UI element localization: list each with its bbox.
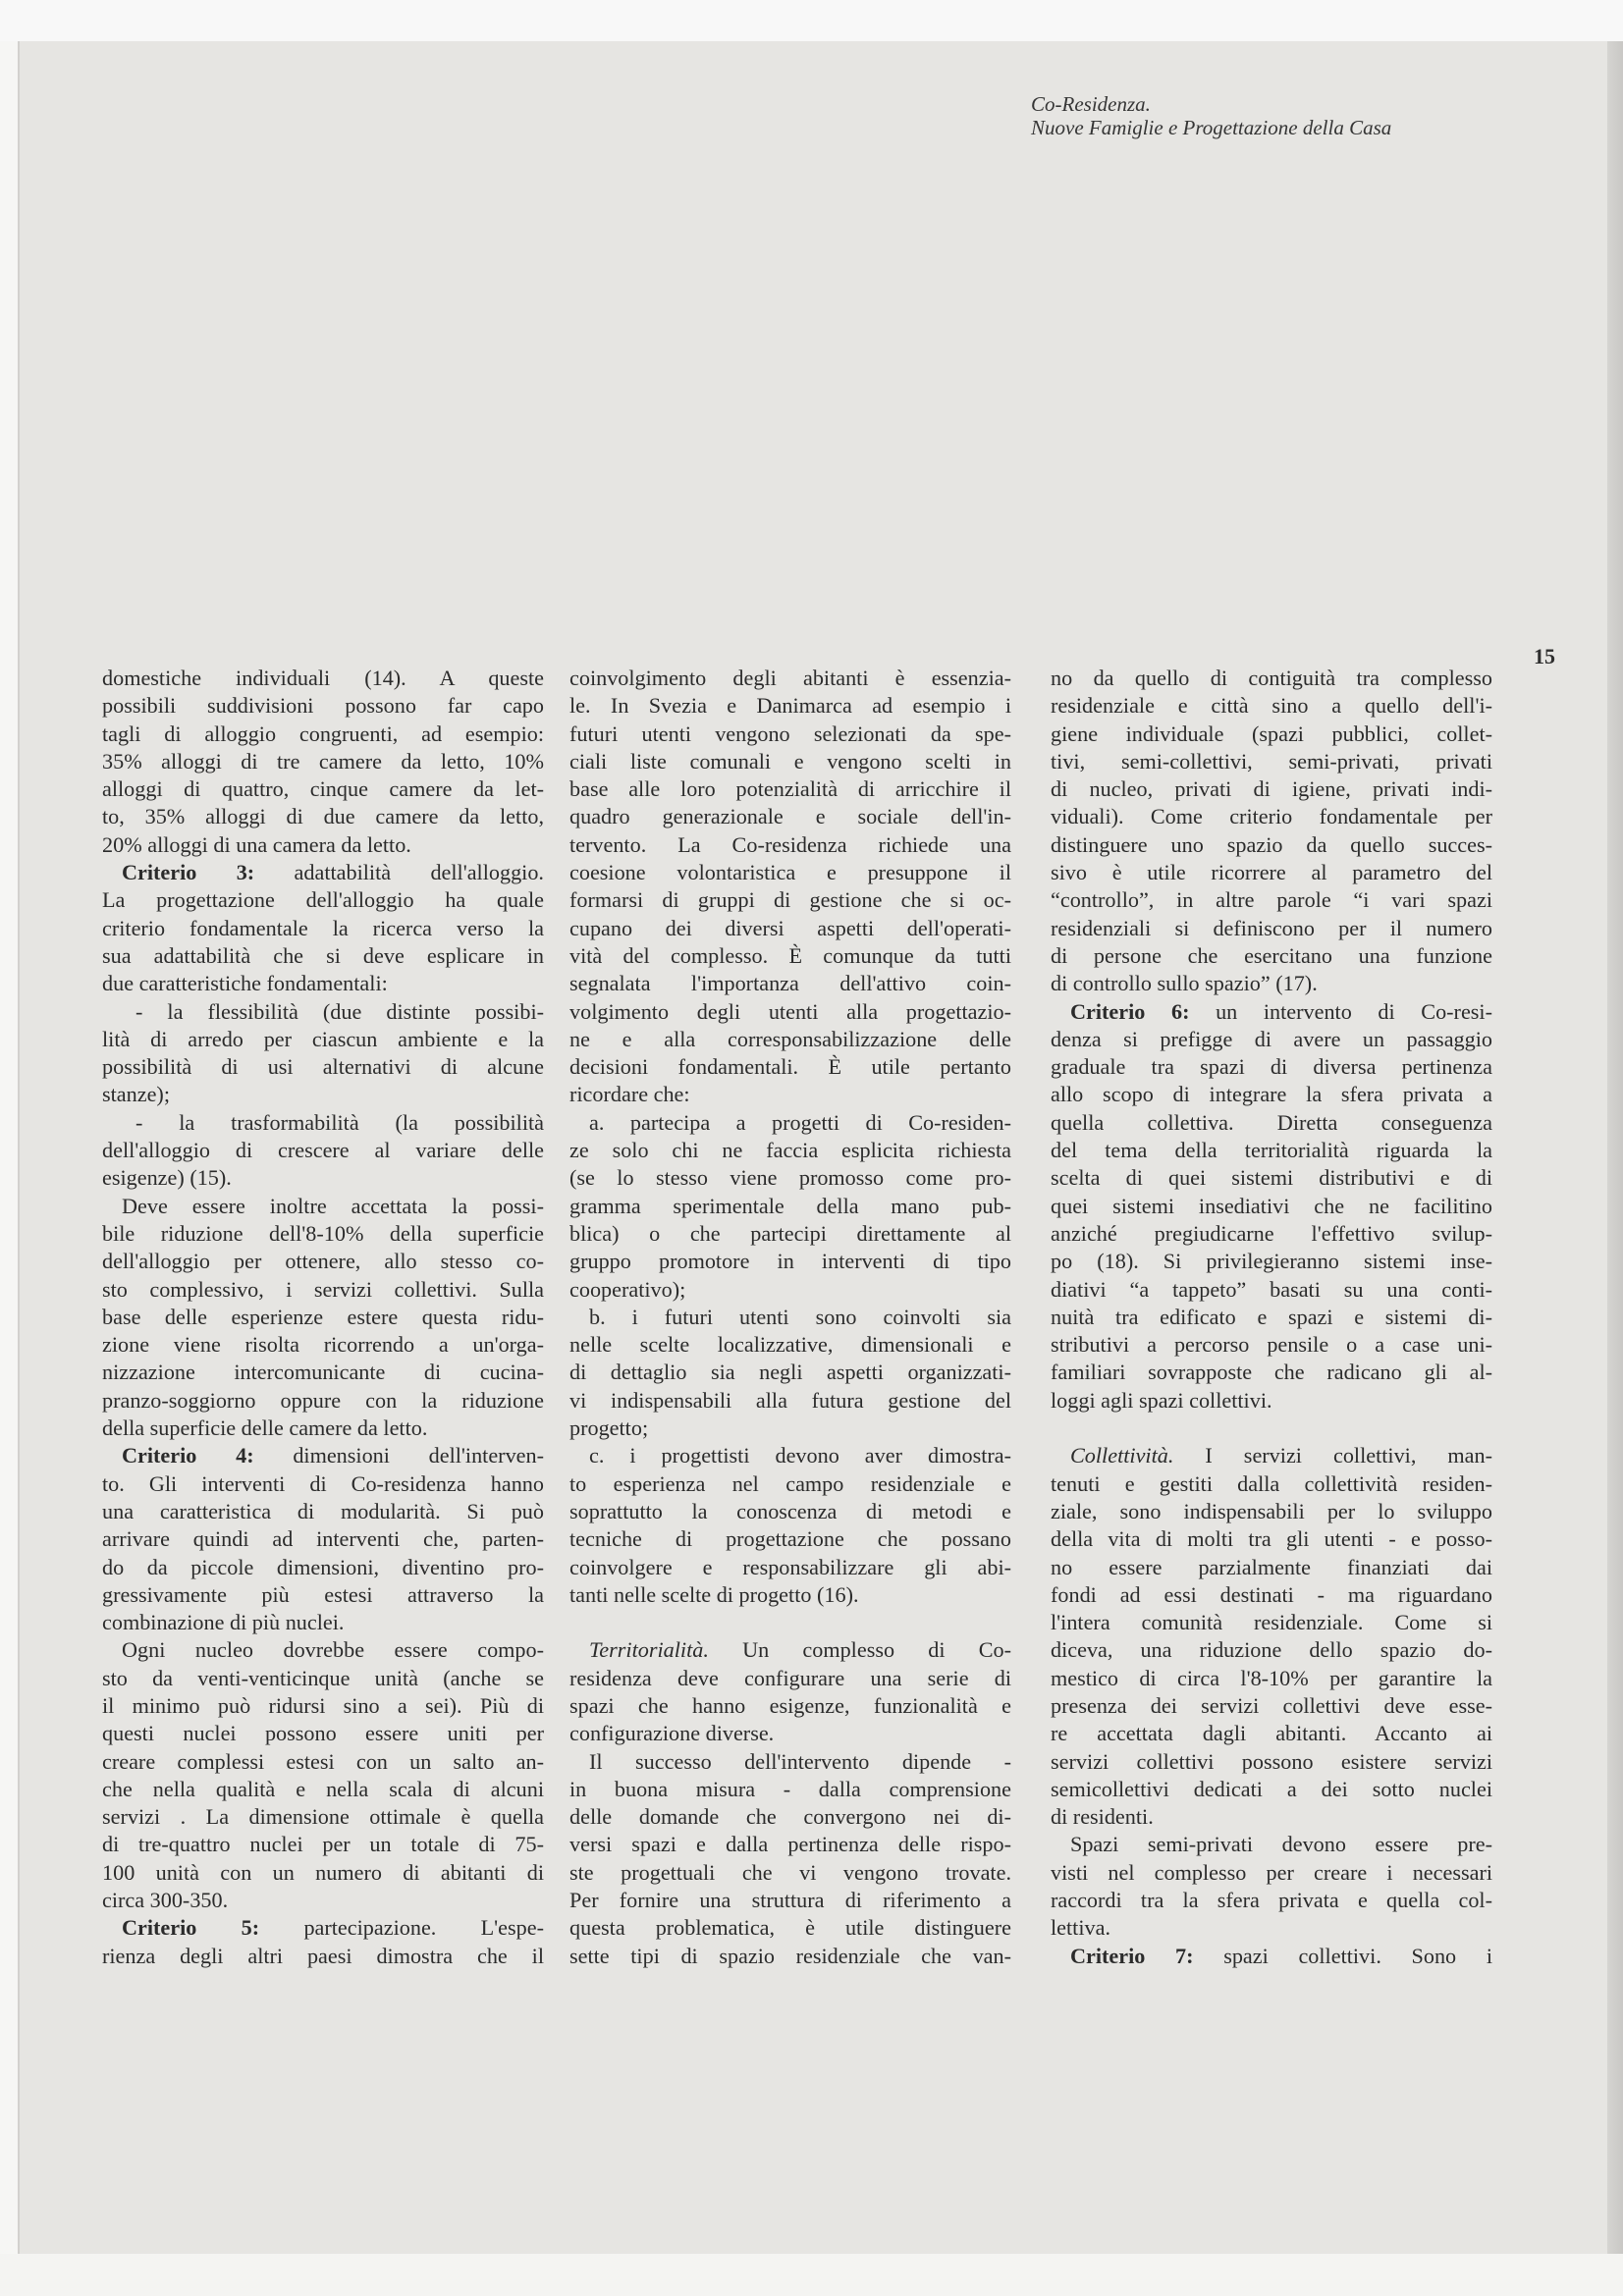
- line-text: blica) o che partecipi direttamente al: [569, 1220, 1011, 1246]
- line-text: lettiva.: [1051, 1915, 1110, 1941]
- line-text: 20% alloggi di una camera da letto.: [102, 831, 411, 857]
- text-line: [1051, 748, 1492, 775]
- text-line: [569, 665, 1011, 692]
- line-text: di controllo sullo spazio” (17).: [1051, 971, 1318, 996]
- line-text: del tema della territorialità riguarda la: [1051, 1138, 1492, 1163]
- text-line: [102, 1720, 544, 1747]
- line-text: gruppo promotore in interventi di tipo: [569, 1249, 1011, 1274]
- text-line: [1051, 1164, 1492, 1192]
- text-line: [569, 1248, 1011, 1275]
- text-line: [1051, 1137, 1492, 1164]
- criterion-label: Criterio 7:: [1070, 1943, 1194, 1968]
- text-line: [569, 831, 1011, 859]
- line-text: di nucleo, privati di igiene, privati indi-: [1051, 776, 1492, 802]
- line-text: vi indispensabili alla futura gestione del: [569, 1387, 1011, 1413]
- line-text: c. i progettisti devono aver dimostra-: [589, 1443, 1011, 1468]
- text-line: [569, 1220, 1011, 1248]
- text-line: [102, 1220, 544, 1248]
- line-text: progetto;: [569, 1415, 649, 1441]
- text-line: [1051, 1081, 1492, 1108]
- text-line: [569, 748, 1011, 775]
- text-line: [1051, 1248, 1492, 1275]
- text-line: [1051, 886, 1492, 914]
- text-line: [102, 1859, 544, 1887]
- line-text: Spazi semi-privati devono essere pre-: [1070, 1832, 1492, 1857]
- text-line: [1051, 1498, 1492, 1525]
- text-line: [569, 886, 1011, 914]
- text-line: [1051, 692, 1492, 720]
- line-text: coesione volontaristica e presuppone il: [569, 860, 1011, 885]
- text-line: [1051, 1887, 1492, 1914]
- line-text: ciali liste comunali e vengono scelti in: [569, 748, 1011, 774]
- text-line: [102, 803, 544, 830]
- line-text: segnalata l'importanza dell'attivo coin-: [569, 971, 1011, 996]
- text-line: [1051, 1359, 1492, 1386]
- criterion-label: Criterio 5:: [122, 1915, 260, 1941]
- text-line: [569, 1026, 1011, 1053]
- line-text: combinazione di più nuclei.: [102, 1610, 345, 1635]
- text-line: [569, 803, 1011, 830]
- line-text: nelle scelte localizzative, dimensionali e: [569, 1332, 1011, 1358]
- line-text: presenza dei servizi collettivi deve esse-: [1051, 1692, 1492, 1718]
- text-line: [569, 1525, 1011, 1553]
- text-line: [569, 1415, 1011, 1442]
- text-line: [102, 1331, 544, 1359]
- line-text: due caratteristiche fondamentali:: [102, 971, 388, 996]
- text-line: [1051, 1665, 1492, 1692]
- text-line: [569, 1554, 1011, 1581]
- line-text: di persone che esercitano una funzione: [1051, 942, 1492, 968]
- text-line: [569, 1803, 1011, 1831]
- section-label: Collettività.: [1070, 1443, 1174, 1468]
- line-text: ne e alla corresponsabilizzazione delle: [569, 1026, 1011, 1051]
- line-text: Deve essere inoltre accettata la possi-: [122, 1193, 544, 1218]
- line-text: tagli di alloggio congruenti, ad esempio:: [102, 721, 544, 746]
- line-text: creare complessi estesi con un salto an-: [102, 1748, 544, 1774]
- line-text: il minimo può ridursi sino a sei). Più di: [102, 1692, 544, 1718]
- line-text: Per fornire una struttura di riferimento a: [569, 1888, 1011, 1913]
- line-text: l'intera comunità residenziale. Come si: [1051, 1610, 1492, 1635]
- line-text: sette tipi di spazio residenziale che van-: [569, 1943, 1011, 1968]
- line-text: delle domande che convergono nei di-: [569, 1804, 1011, 1830]
- text-line: [569, 970, 1011, 997]
- line-text: to esperienza nel campo residenziale e: [569, 1470, 1011, 1496]
- text-line: [1051, 1387, 1492, 1415]
- line-text: ziale, sono indispensabili per lo sviluppo: [1051, 1498, 1492, 1523]
- text-line: [1051, 1470, 1492, 1498]
- line-text: mestico di circa l'8-10% per garantire la: [1051, 1665, 1492, 1690]
- line-text: arrivare quindi ad interventi che, parten-: [102, 1526, 544, 1552]
- line-text: Ogni nucleo dovrebbe essere compo-: [122, 1637, 544, 1663]
- text-line: [569, 915, 1011, 942]
- text-line: [569, 1331, 1011, 1359]
- line-text: un intervento di Co-resi-: [1189, 998, 1492, 1024]
- text-line: [1051, 1220, 1492, 1248]
- line-text: cooperativo);: [569, 1276, 686, 1302]
- line-text: to. Gli interventi di Co-residenza hanno: [102, 1470, 544, 1496]
- text-line: [1051, 1859, 1492, 1887]
- text-line: [102, 1387, 544, 1415]
- criterion-label: Criterio 6:: [1070, 998, 1190, 1024]
- page-edge-shadow: [1607, 41, 1623, 2254]
- line-text: La progettazione dell'alloggio ha quale: [102, 887, 544, 913]
- line-text: gressivamente più estesi attraverso la: [102, 1581, 544, 1607]
- line-text: do da piccole dimensioni, diventino pro-: [102, 1554, 544, 1579]
- text-line: [102, 1081, 544, 1108]
- line-text: bile riduzione dell'8-10% della superficie: [102, 1220, 544, 1246]
- line-text: residenziale e città sino a quello dell'i-: [1051, 693, 1492, 719]
- text-line: [102, 1943, 544, 1970]
- text-line: [102, 1442, 544, 1469]
- line-text: vità del complesso. È comunque da tutti: [569, 942, 1011, 968]
- line-text: base delle esperienze estere questa ridu-: [102, 1304, 544, 1329]
- line-text: quadro generazionale e sociale dell'in-: [569, 804, 1011, 829]
- line-text: sua adattabilità che si deve esplicare in: [102, 942, 544, 968]
- line-text: circa 300-350.: [102, 1888, 229, 1913]
- line-text: 100 unità con un numero di abitanti di: [102, 1859, 544, 1885]
- text-line: [102, 1831, 544, 1858]
- line-text: giene individuale (spazi pubblici, collet-: [1051, 721, 1492, 746]
- text-line: [102, 886, 544, 914]
- line-text: decisioni fondamentali. È utile pertanto: [569, 1054, 1011, 1080]
- text-line: [102, 1609, 544, 1636]
- line-text: di tre-quattro nuclei per un totale di 75-: [102, 1832, 544, 1857]
- line-text: 35% alloggi di tre camere da letto, 10%: [102, 748, 544, 774]
- text-line: [102, 1554, 544, 1581]
- line-text: tenuti e gestiti dalla collettività residen-: [1051, 1470, 1492, 1496]
- line-text: quella collettiva. Diretta conseguenza: [1051, 1109, 1492, 1135]
- text-line: [569, 1914, 1011, 1942]
- line-text: base alle loro potenzialità di arricchire il: [569, 776, 1011, 802]
- text-line: [102, 1359, 544, 1386]
- text-line: [569, 1887, 1011, 1914]
- line-text: criterio fondamentale la ricerca verso la: [102, 915, 544, 940]
- text-line: [1051, 1442, 1492, 1469]
- line-text: diceva, una riduzione dello spazio do-: [1051, 1637, 1492, 1663]
- text-line: [102, 1692, 544, 1720]
- line-text: quei sistemi insediativi che ne facilitino: [1051, 1193, 1492, 1218]
- line-text: volgimento degli utenti alla progettazio-: [569, 998, 1011, 1024]
- page-number: 15: [1534, 644, 1555, 668]
- text-line: [102, 1026, 544, 1053]
- line-text: coinvolgere e responsabilizzare gli abi-: [569, 1554, 1011, 1579]
- text-line: [102, 775, 544, 803]
- line-text: possibilità di usi alternativi di alcune: [102, 1054, 544, 1080]
- line-text: lità di arredo per ciascun ambiente e la: [102, 1026, 544, 1051]
- line-text: dimensioni dell'interven-: [253, 1443, 544, 1468]
- text-line: [102, 1470, 544, 1498]
- line-text: configurazione diverse.: [569, 1721, 775, 1746]
- text-line: [1051, 1581, 1492, 1609]
- text-line: [1051, 1053, 1492, 1081]
- text-line: [102, 1581, 544, 1609]
- line-text: possibili suddivisioni possono far capo: [102, 693, 544, 719]
- text-line: [569, 1359, 1011, 1386]
- line-text: re accettata dagli abitanti. Accanto ai: [1051, 1721, 1492, 1746]
- text-line: [1051, 942, 1492, 970]
- line-text: pranzo-soggiorno oppure con la riduzione: [102, 1387, 544, 1413]
- text-column-2: [569, 665, 1011, 1970]
- text-line: [102, 1304, 544, 1331]
- text-line: [569, 1276, 1011, 1304]
- line-text: spazi che hanno esigenze, funzionalità e: [569, 1692, 1011, 1718]
- line-text: dell'alloggio di crescere al variare delle: [102, 1138, 544, 1163]
- line-text: ricordare che:: [569, 1082, 690, 1107]
- text-line: [102, 1248, 544, 1275]
- text-line: [569, 1776, 1011, 1803]
- text-line: [1051, 859, 1492, 886]
- text-line: [102, 915, 544, 942]
- text-line: [1051, 998, 1492, 1026]
- text-line: [102, 1525, 544, 1553]
- text-line: [569, 1387, 1011, 1415]
- line-text: gramma sperimentale della mano pub-: [569, 1193, 1011, 1218]
- line-text: partecipazione. L'espe-: [259, 1915, 544, 1941]
- criterion-label: Criterio 4:: [122, 1443, 254, 1468]
- line-text: servizi . La dimensione ottimale è quella: [102, 1804, 544, 1830]
- text-line: [1051, 1609, 1492, 1636]
- line-text: denza si prefigge di avere un passaggio: [1051, 1026, 1492, 1051]
- text-line: [102, 998, 544, 1026]
- text-line: [1051, 775, 1492, 803]
- line-text: Un complesso di Co-: [708, 1637, 1011, 1663]
- line-text: stributivi a percorso pensile o a case uni-: [1051, 1332, 1492, 1358]
- line-text: in buona misura - dalla comprensione: [569, 1776, 1011, 1801]
- text-line: [569, 859, 1011, 886]
- running-header: [1031, 92, 1522, 139]
- line-text: nuità tra edificato e spazi e sistemi di-: [1051, 1304, 1492, 1329]
- text-line: [1051, 1720, 1492, 1747]
- text-line: [1051, 1304, 1492, 1331]
- text-line: [1051, 1554, 1492, 1581]
- text-line: [102, 859, 544, 886]
- text-line: [569, 998, 1011, 1026]
- line-text: sto da venti-venticinque unità (anche se: [102, 1665, 544, 1690]
- line-text: cupano dei diversi aspetti dell'operati-: [569, 915, 1011, 940]
- line-text: residenza deve configurare una serie di: [569, 1665, 1011, 1690]
- text-line: [569, 1109, 1011, 1137]
- line-text: no essere parzialmente finanziati dai: [1051, 1554, 1492, 1579]
- text-line: [569, 1442, 1011, 1469]
- line-text: fondi ad essi destinati - ma riguardano: [1051, 1581, 1492, 1607]
- text-line: [102, 1887, 544, 1914]
- text-line: [569, 1498, 1011, 1525]
- line-text: allo scopo di integrare la sfera privata a: [1051, 1082, 1492, 1107]
- line-text: - la trasformabilità (la possibilità: [135, 1109, 544, 1135]
- line-text: servizi collettivi possono esistere servizi: [1051, 1748, 1492, 1774]
- text-line: [569, 1581, 1011, 1609]
- text-line: [569, 775, 1011, 803]
- text-line: [102, 970, 544, 997]
- text-line: [102, 1914, 544, 1942]
- text-line: [102, 1276, 544, 1304]
- line-text: formarsi di gruppi di gestione che si oc-: [569, 887, 1011, 913]
- text-line: [1051, 1331, 1492, 1359]
- text-line: [569, 1304, 1011, 1331]
- text-line: [1051, 1026, 1492, 1053]
- text-line: [102, 692, 544, 720]
- line-text: (se lo stesso viene promosso come pro-: [569, 1165, 1011, 1191]
- line-text: graduale tra spazi di diversa pertinenza: [1051, 1054, 1492, 1080]
- text-line: [102, 665, 544, 692]
- line-text: stanze);: [102, 1082, 170, 1107]
- text-line: [569, 1470, 1011, 1498]
- line-text: adattabilità dell'alloggio.: [254, 860, 544, 885]
- line-text: viduali). Come criterio fondamentale per: [1051, 804, 1492, 829]
- header-title: Co-Residenza.: [1031, 92, 1151, 116]
- line-text: ste progettuali che vi vengono trovate.: [569, 1859, 1011, 1885]
- text-line: [102, 1193, 544, 1220]
- line-text: diativi “a tappeto” basati su una conti-: [1051, 1276, 1492, 1302]
- background-top: [0, 0, 1623, 41]
- line-text: familiari sovrapposte che radicano gli al-: [1051, 1360, 1492, 1385]
- text-line: [1051, 1109, 1492, 1137]
- text-line: [102, 1109, 544, 1137]
- text-line: [1051, 1692, 1492, 1720]
- text-line: [102, 1137, 544, 1164]
- text-line: [102, 1636, 544, 1664]
- line-text: sto complessivo, i servizi collettivi. Sulla: [102, 1276, 544, 1302]
- line-text: semicollettivi dedicati a dei sotto nuclei: [1051, 1776, 1492, 1801]
- line-text: raccordi tra la sfera privata e quella col-: [1051, 1888, 1492, 1913]
- text-line: [569, 1164, 1011, 1192]
- line-text: futuri utenti vengono selezionati da spe-: [569, 721, 1011, 746]
- line-text: esigenze) (15).: [102, 1165, 232, 1191]
- text-line: [1051, 1193, 1492, 1220]
- text-line: [102, 748, 544, 775]
- line-text: Il successo dell'intervento dipende -: [589, 1748, 1011, 1774]
- text-line: [569, 1193, 1011, 1220]
- line-text: alloggi di quattro, cinque camere da let-: [102, 776, 544, 802]
- text-line: [102, 1803, 544, 1831]
- line-text: scelta di quei sistemi distributivi e di: [1051, 1165, 1492, 1191]
- text-column-1: [102, 665, 544, 1970]
- line-text: rienza degli altri paesi dimostra che il: [102, 1943, 544, 1968]
- line-text: tecniche di progettazione che possano: [569, 1526, 1011, 1552]
- text-line: [102, 1498, 544, 1525]
- line-text: coinvolgimento degli abitanti è essenzia-: [569, 666, 1011, 690]
- line-text: no da quello di contiguità tra complesso: [1051, 666, 1492, 690]
- line-text: distinguere uno spazio da quello succes-: [1051, 831, 1492, 857]
- line-text: questa problematica, è utile distinguere: [569, 1915, 1011, 1941]
- line-text: tervento. La Co-residenza richiede una: [569, 831, 1011, 857]
- line-text: ze solo chi ne faccia esplicita richiesta: [569, 1138, 1011, 1163]
- text-line: [102, 1053, 544, 1081]
- text-line: [1051, 970, 1492, 997]
- text-line: [569, 1081, 1011, 1108]
- text-line: [102, 942, 544, 970]
- text-line: [1051, 1276, 1492, 1304]
- text-line: [1051, 1831, 1492, 1858]
- text-line: [569, 1720, 1011, 1747]
- line-text: dell'alloggio per ottenere, allo stesso co-: [102, 1249, 544, 1274]
- text-line: [102, 1748, 544, 1776]
- text-line: [1051, 1776, 1492, 1803]
- text-line: [1051, 1914, 1492, 1942]
- text-line: [1051, 1636, 1492, 1664]
- text-line: [1051, 915, 1492, 942]
- line-text: to, 35% alloggi di due camere da letto,: [102, 804, 544, 829]
- line-text: loggi agli spazi collettivi.: [1051, 1387, 1272, 1413]
- text-line: [569, 1692, 1011, 1720]
- text-line: [569, 1665, 1011, 1692]
- line-text: della superficie delle camere da letto.: [102, 1415, 428, 1441]
- line-text: tivi, semi-collettivi, semi-privati, privati: [1051, 748, 1492, 774]
- line-text: che nella qualità e nella scala di alcuni: [102, 1776, 544, 1801]
- text-line: [102, 1164, 544, 1192]
- line-text: visti nel complesso per creare i necessari: [1051, 1859, 1492, 1885]
- line-text: questi nuclei possono essere uniti per: [102, 1721, 544, 1746]
- text-line: [102, 721, 544, 748]
- header-subtitle: Nuove Famiglie e Progettazione della Casa: [1031, 116, 1392, 139]
- criterion-label: Criterio 3:: [122, 860, 255, 885]
- text-line: [1051, 665, 1492, 692]
- line-text: della vita di molti tra gli utenti - e posso-: [1051, 1526, 1492, 1552]
- line-text: tanti nelle scelte di progetto (16).: [569, 1581, 859, 1607]
- line-text: nizzazione intercomunicante di cucina-: [102, 1360, 544, 1385]
- line-text: a. partecipa a progetti di Co-residen-: [589, 1109, 1011, 1135]
- line-text: una caratteristica di modularità. Si può: [102, 1498, 544, 1523]
- text-line: [569, 692, 1011, 720]
- text-line: [1051, 721, 1492, 748]
- line-text: “controllo”, in altre parole “i vari spazi: [1051, 887, 1492, 913]
- text-line: [569, 1636, 1011, 1664]
- line-text: b. i futuri utenti sono coinvolti sia: [589, 1304, 1011, 1329]
- section-label: Territorialità.: [589, 1637, 709, 1663]
- text-line: [569, 1053, 1011, 1081]
- line-text: - la flessibilità (due distinte possibi-: [135, 998, 544, 1024]
- text-line: [569, 1943, 1011, 1970]
- line-text: spazi collettivi. Sono i: [1193, 1943, 1492, 1968]
- text-line: [102, 831, 544, 859]
- line-text: sivo è utile ricorrere al parametro del: [1051, 860, 1492, 885]
- text-line: [569, 1748, 1011, 1776]
- line-text: zione viene risolta ricorrendo a un'orga-: [102, 1332, 544, 1358]
- text-line: [1051, 803, 1492, 830]
- line-text: di dettaglio sia negli aspetti organizzati-: [569, 1360, 1011, 1385]
- text-line: [1051, 1943, 1492, 1970]
- line-text: versi spazi e dalla pertinenza delle rispo-: [569, 1832, 1011, 1857]
- text-line: [102, 1776, 544, 1803]
- text-line: [102, 1665, 544, 1692]
- text-line: [569, 1859, 1011, 1887]
- line-text: le. In Svezia e Danimarca ad esempio i: [569, 693, 1011, 719]
- text-line: [1051, 1748, 1492, 1776]
- text-line: [569, 721, 1011, 748]
- text-line: [569, 942, 1011, 970]
- text-line: [1051, 831, 1492, 859]
- line-text: I servizi collettivi, man-: [1173, 1443, 1492, 1468]
- text-line: [569, 1831, 1011, 1858]
- text-line: [1051, 1525, 1492, 1553]
- line-text: soprattutto la conoscenza di metodi e: [569, 1498, 1011, 1523]
- line-text: domestiche individuali (14). A queste: [102, 666, 544, 690]
- line-text: di residenti.: [1051, 1804, 1154, 1830]
- text-line: [102, 1415, 544, 1442]
- line-text: po (18). Si privilegieranno sistemi inse-: [1051, 1249, 1492, 1274]
- background-bottom: [0, 2254, 1623, 2296]
- text-line: [569, 1137, 1011, 1164]
- text-line: [1051, 1803, 1492, 1831]
- line-text: anziché pregiudicarne l'effettivo svilup-: [1051, 1220, 1492, 1246]
- line-text: residenziali si definiscono per il numero: [1051, 915, 1492, 940]
- text-column-3: [1051, 665, 1492, 1970]
